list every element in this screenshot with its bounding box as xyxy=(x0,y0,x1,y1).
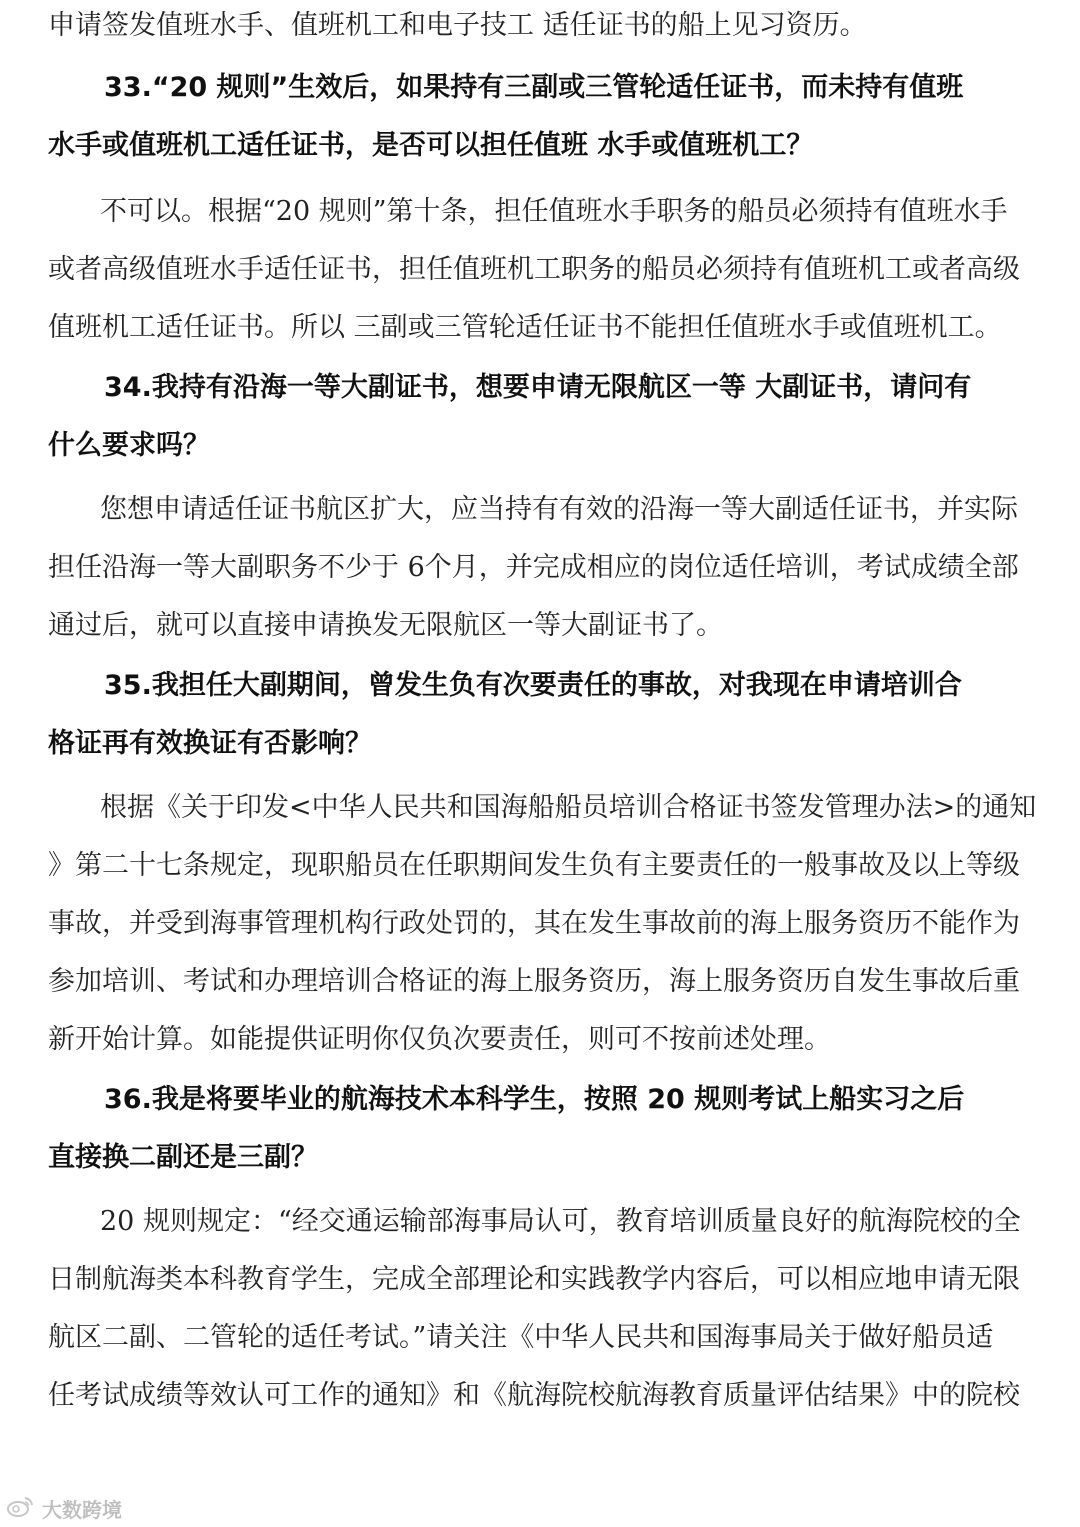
weibo-logo-icon xyxy=(6,1494,36,1522)
question-36-line-2: 直接换二副还是三副？ xyxy=(48,1142,318,1173)
question-36-line-1: 36.我是将要毕业的航海技术本科学生，按照 20 规则考试上船实习之后 xyxy=(104,1084,965,1115)
answer-36-line: 日制航海类本科教育学生，完成全部理论和实践教学内容后，可以相应地申请无限 xyxy=(48,1264,1020,1295)
question-34-line-1: 34.我持有沿海一等大副证书，想要申请无限航区一等 大副证书，请问有 xyxy=(104,372,972,403)
question-35-line-1: 35.我担任大副期间，曾发生负有次要责任的事故，对我现在申请培训合 xyxy=(104,670,962,701)
answer-36-line: 任考试成绩等效认可工作的通知》和《航海院校航海教育质量评估结果》中的院校 xyxy=(48,1380,1020,1411)
answer-33-line: 值班机工适任证书。所以 三副或三管轮适任证书不能担任值班水手或值班机工。 xyxy=(48,312,1002,343)
answer-36-line: 20 规则规定：“经交通运输部海事局认可，教育培训质量良好的航海院校的全 xyxy=(100,1206,1021,1237)
answer-35-line: 新开始计算。如能提供证明你仅负次要责任，则可不按前述处理。 xyxy=(48,1024,831,1055)
answer-35-line: 事故，并受到海事管理机构行政处罚的，其在发生事故前的海上服务资历不能作为 xyxy=(48,908,1020,939)
question-33-line-1: 33.“20 规则”生效后，如果持有三副或三管轮适任证书，而未持有值班 xyxy=(104,72,964,103)
question-35-line-2: 格证再有效换证有否影响？ xyxy=(48,728,372,759)
watermark-text: 大数跨境 xyxy=(42,1497,122,1522)
question-34-line-2: 什么要求吗？ xyxy=(48,430,210,461)
watermark xyxy=(6,1494,122,1522)
answer-36-line: 航区二副、二管轮的适任考试。”请关注《中华人民共和国海事局关于做好船员适 xyxy=(48,1322,994,1353)
answer-34-line: 通过后，就可以直接申请换发无限航区一等大副证书了。 xyxy=(48,610,723,641)
answer-35-line: 》第二十七条规定，现职船员在任职期间发生负有主要责任的一般事故及以上等级 xyxy=(48,850,1020,881)
answer-34-line: 您想申请适任证书航区扩大，应当持有有效的沿海一等大副适任证书，并实际 xyxy=(100,494,1018,525)
answer-35-line: 参加培训、考试和办理培训合格证的海上服务资历，海上服务资历自发生事故后重 xyxy=(48,966,1020,997)
answer-35-line: 根据《关于印发<中华人民共和国海船船员培训合格证书签发管理办法>的通知 xyxy=(100,792,1037,823)
answer-34-line: 担任沿海一等大副职务不少于 6个月，并完成相应的岗位适任培训，考试成绩全部 xyxy=(48,552,1019,583)
answer-line: 申请签发值班水手、值班机工和电子技工 适任证书的船上见习资历。 xyxy=(48,10,867,41)
question-33-line-2: 水手或值班机工适任证书，是否可以担任值班 水手或值班机工？ xyxy=(48,130,814,161)
answer-33-line: 或者高级值班水手适任证书，担任值班机工职务的船员必须持有值班机工或者高级 xyxy=(48,254,1020,285)
answer-33-line: 不可以。根据“20 规则”第十条，担任值班水手职务的船员必须持有值班水手 xyxy=(100,196,1008,227)
